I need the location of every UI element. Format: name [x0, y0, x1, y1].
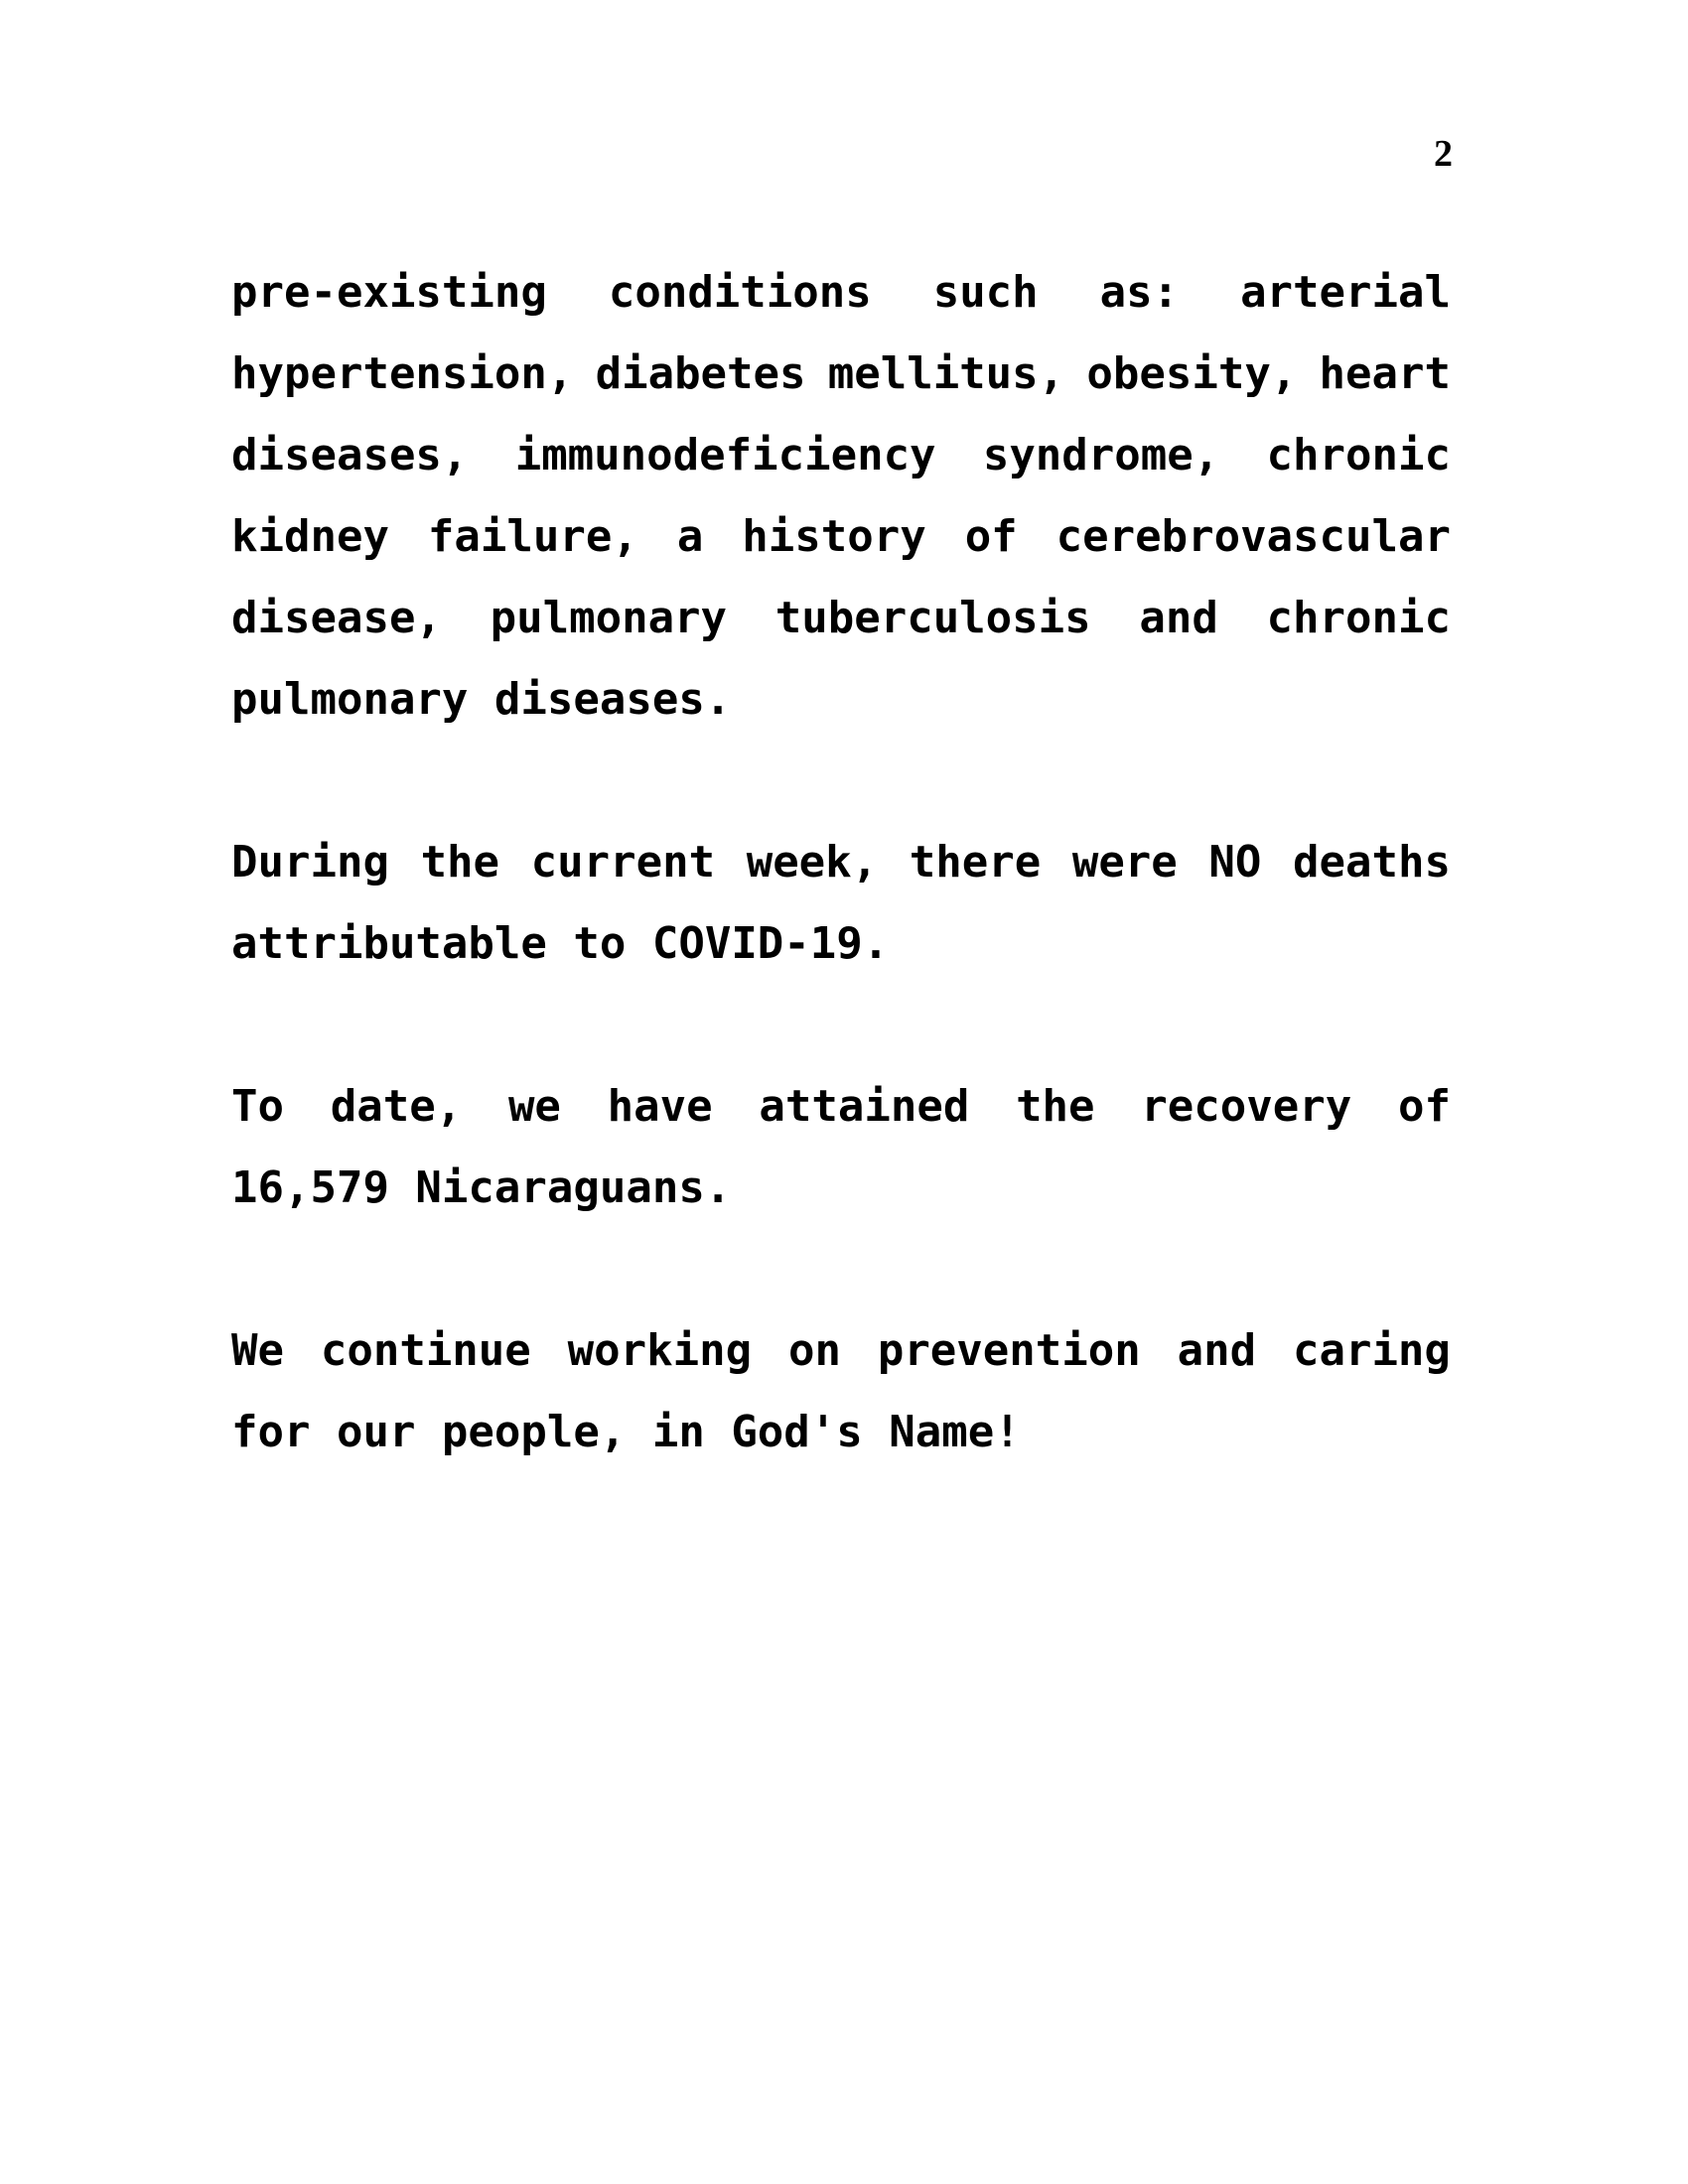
word: diabetes	[595, 348, 806, 399]
word: of	[1397, 1081, 1451, 1132]
word: attained	[759, 1081, 970, 1132]
word: of	[964, 511, 1018, 562]
word: and	[1139, 593, 1218, 643]
text-line: attributable to COVID-19.	[231, 918, 890, 969]
word: current	[530, 837, 716, 887]
text-line	[231, 415, 1451, 496]
word: caring	[1292, 1325, 1451, 1376]
word: prevention	[877, 1325, 1141, 1376]
page-number: 2	[1434, 133, 1453, 175]
word: heart	[1319, 348, 1451, 399]
text-line: for our people, in God's Name!	[231, 1407, 1021, 1457]
word: NO	[1208, 837, 1262, 887]
word: were	[1071, 837, 1178, 887]
paragraph	[231, 822, 1451, 985]
word: date,	[330, 1081, 463, 1132]
word: on	[787, 1325, 841, 1376]
word: week,	[746, 837, 879, 887]
word: the	[420, 837, 500, 887]
word: such	[932, 267, 1039, 318]
word: deaths	[1293, 837, 1451, 887]
word: history	[742, 511, 926, 562]
document-body	[231, 252, 1451, 1555]
word: disease,	[231, 593, 442, 643]
word: pulmonary	[490, 593, 728, 643]
word: working	[567, 1325, 753, 1376]
text-line	[231, 1066, 1451, 1148]
word: immunodeficiency	[514, 430, 936, 480]
word: continue	[320, 1325, 531, 1376]
word: failure,	[427, 511, 638, 562]
text-line	[231, 822, 1451, 903]
word: During	[231, 837, 389, 887]
word: there	[909, 837, 1042, 887]
word: we	[507, 1081, 561, 1132]
word: obesity,	[1086, 348, 1298, 399]
text-line: 16,579 Nicaraguans.	[231, 1162, 732, 1213]
word: syndrome,	[982, 430, 1220, 480]
text-line	[231, 578, 1451, 659]
word: To	[231, 1081, 284, 1132]
word: kidney	[231, 511, 389, 562]
word: chronic	[1266, 430, 1451, 480]
word: conditions	[608, 267, 872, 318]
text-line: pulmonary diseases.	[231, 674, 732, 725]
text-line	[231, 1310, 1451, 1392]
word: tuberculosis	[774, 593, 1091, 643]
paragraph	[231, 1310, 1451, 1473]
paragraph	[231, 1066, 1451, 1229]
word: cerebrovascular	[1055, 511, 1451, 562]
word: diseases,	[231, 430, 469, 480]
word: We	[231, 1325, 284, 1376]
word: recovery	[1141, 1081, 1352, 1132]
word: mellitus,	[827, 348, 1065, 399]
text-line	[231, 252, 1451, 334]
word: arterial	[1240, 267, 1451, 318]
word: a	[676, 511, 704, 562]
text-line	[231, 334, 1451, 415]
paragraph	[231, 252, 1451, 741]
word: hypertension,	[231, 348, 574, 399]
word: the	[1016, 1081, 1095, 1132]
word: chronic	[1266, 593, 1451, 643]
text-line	[231, 496, 1451, 578]
word: and	[1177, 1325, 1257, 1376]
word: have	[607, 1081, 713, 1132]
word: pre-existing	[231, 267, 547, 318]
word: as:	[1099, 267, 1180, 318]
